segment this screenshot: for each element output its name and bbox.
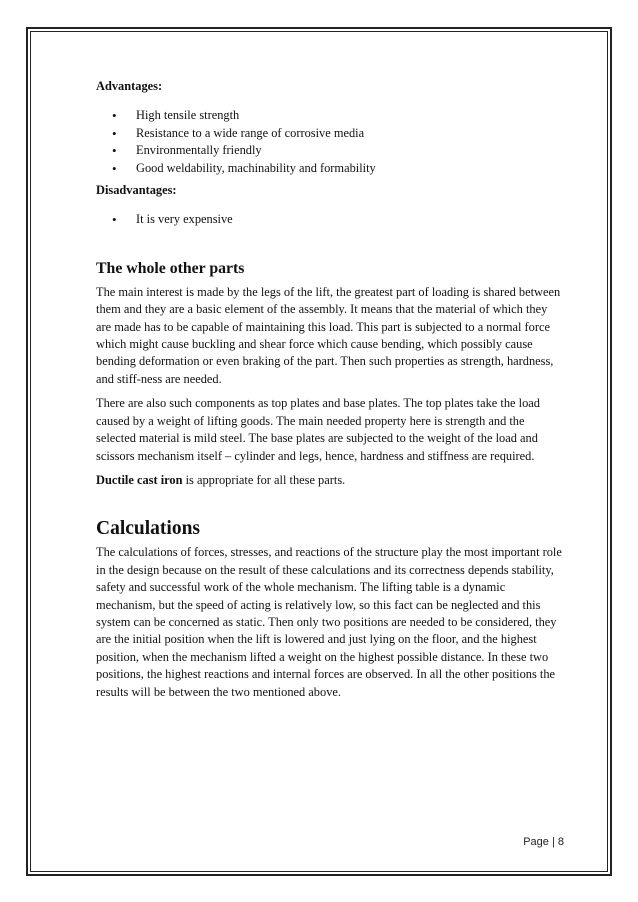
- page-number: Page | 8: [523, 836, 564, 848]
- document-body: [96, 78, 564, 701]
- material-name: Ductile cast iron: [96, 472, 183, 487]
- other-parts-paragraph-1: The main interest is made by the legs of the lift, the greatest part of loading is shared between them and they are a basic element of the assembly. It means that the material of which they are made has to be capable of maintaining this load. This part is subjected to a normal force which might cause buckling and shear force which cause bending, which possibly cause bending deformation or even braking of the part. Then such properties as strength, hardness, and stiff-ness are needed.: [96, 284, 561, 386]
- disadvantages-list: [96, 211, 564, 228]
- list-item: • Resistance to a wide range of corrosive media: [112, 125, 564, 142]
- disadvantages-heading: Disadvantages:: [96, 183, 177, 198]
- list-item: • Environmentally friendly: [112, 142, 564, 159]
- other-parts-paragraph-2: There are also such components as top plates and base plates. The top plates take the load caused by a weight of lifting goods. The main needed property here is strength and the selected material is mild steel. The base plates are subjected to the weight of the load and scissors mechanism itself – cylinder and legs, hence, hardness and stiffness are required.: [96, 396, 540, 463]
- other-parts-heading: The whole other parts: [96, 259, 245, 277]
- list-item: • It is very expensive: [112, 211, 564, 228]
- advantages-list: [96, 107, 564, 177]
- calculations-paragraph: The calculations of forces, stresses, and reactions of the structure play the most important role in the design because on the result of these calculations and its correctness depends stability, safety and successful work of the whole mechanism. The lifting table is a dynamic mechanism, but the speed of acting is relatively low, so this fact can be neglected and this system can be concerned as static. Then only two positions are needed to be considered, they are the initial position when the lift is lowered and just lying on the floor, and the highest position, when the mechanism lifted a weight on the highest possible distance. In these two positions, the highest reactions and internal forces are observed. In all the other positions the results will be between the two mentioned above.: [96, 545, 562, 699]
- list-item: • Good weldability, machinability and formability: [112, 160, 564, 177]
- conclusion-text: is appropriate for all these parts.: [182, 472, 346, 487]
- calculations-heading: Calculations: [96, 518, 201, 540]
- other-parts-conclusion: [96, 472, 564, 489]
- list-item: • High tensile strength: [112, 107, 564, 124]
- advantages-heading: Advantages:: [96, 79, 163, 93]
